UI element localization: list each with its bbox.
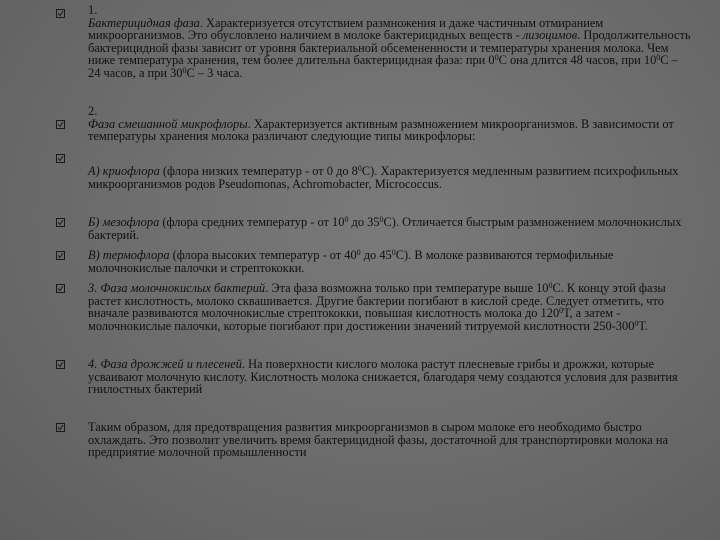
degree-sup: 0 xyxy=(548,281,553,290)
degree-sup: 0 xyxy=(559,306,564,316)
square-bullet-icon xyxy=(56,360,65,369)
square-bullet-icon xyxy=(56,423,65,432)
phase-title: 4. Фаза дрожжей и плесеней xyxy=(88,357,242,371)
flora-title: А) криофлора xyxy=(88,164,160,178)
paragraph-mixed-microflora xyxy=(88,105,693,143)
paragraph-text: . Характеризуется отсутствием размножения и даже частичным отмиранием микроорганизмов. Это обусловлено наличием в молоке бактерицидных веществ - xyxy=(88,15,604,43)
paragraph-text: (флора высоких температур - от 40 xyxy=(169,248,357,262)
paragraph-text: С – 3 часа. xyxy=(186,65,243,80)
phase-title: 3. Фаза молочнокислых бактерий xyxy=(88,281,266,295)
degree-sup: 0 xyxy=(656,53,661,63)
degree-sup: 0 xyxy=(379,215,384,224)
degree-sup: 0 xyxy=(494,53,499,63)
paragraph-conclusion xyxy=(88,421,693,459)
paragraph-text: Т. xyxy=(638,318,648,333)
paragraph-text: С). В молоке развиваются термофильные молочнокислые палочки и стрептококки. xyxy=(88,248,614,275)
paragraph-text: (флора низких температур - от 0 до 8 xyxy=(159,164,358,178)
paragraph-text: С). Отличается быстрым размножением молочнокислых бактерий. xyxy=(88,215,682,242)
paragraph-thermoflora xyxy=(88,249,693,274)
paragraph-bactericidal-phase xyxy=(88,4,693,80)
square-bullet-icon xyxy=(56,154,65,163)
paragraph-text: до 45 xyxy=(360,248,392,262)
paragraph-mesoflora xyxy=(88,216,693,241)
degree-sup: 0 xyxy=(634,318,639,328)
paragraph-text: Таким образом, для предотвращения развития микроорганизмов в сыром молоке его необходимо быстро охлаждать. Это позволит увеличить время бактерицидной фазы, достаточной для транспортировки молока на предприятие молочной промышленности xyxy=(88,420,668,460)
square-bullet-icon xyxy=(56,284,65,293)
paragraph-number: 1. xyxy=(88,3,98,17)
degree-sup: 0 xyxy=(356,248,361,257)
paragraph-text: до 35 xyxy=(348,215,380,229)
flora-title: Б) мезофлора xyxy=(88,215,160,229)
paragraph-text: С. К концу этой фазы растет кислотность, молоко сквашивается. Другие бактерии погибают в кислой среде. Следует отметить, что вначале развиваются молочнокислые стрептококки, повышая кислотность молока до 120 xyxy=(88,281,666,321)
degree-sup: 0 xyxy=(391,248,396,257)
square-bullet-icon xyxy=(56,9,65,18)
phase-title: Бактерицидная фаза xyxy=(88,15,200,30)
degree-sup: 0 xyxy=(357,164,362,173)
flora-title: В) термофлора xyxy=(88,248,170,262)
paragraph-yeast-mold-phase xyxy=(88,358,693,396)
paragraph-text: Т, а затем - молочнокислые палочки, которые погибают при достижении значений титруемой кислотности 250-300 xyxy=(88,306,635,333)
square-bullet-icon xyxy=(56,120,65,129)
paragraph-text: . На поверхности кислого молока растут плесневые грибы и дрожжи, которые усваивают молочную кислоту. Кислотность молока снижается, благодаря чему создаются условия для развития гнилостных бактерий xyxy=(88,357,678,397)
paragraph-text: С она длится 48 часов, при 10 xyxy=(498,53,657,68)
degree-sup: 0 xyxy=(182,65,187,75)
paragraph-text: С). Характеризуется медленным развитием психрофильных микроорганизмов родов Pseudomonas, Achromobacter, Micrococcus. xyxy=(88,164,679,191)
paragraph-text: С – 24 часов, а при 30 xyxy=(88,53,678,80)
paragraph-text: . Продолжительность бактерицидной фазы зависит от уровня бактериальной обсемененности и температуры хранения молока. Чем ниже температура хранения, тем более длительна бактерицидная фаза: при 0 xyxy=(88,28,691,68)
paragraph-lactic-acid-phase xyxy=(88,282,693,332)
paragraph-text: . Характеризуется активным размножением микроорганизмов. В зависимости от температуры хранения молока различают следующие типы микрофлоры: xyxy=(88,116,674,144)
paragraph-number: 2. xyxy=(88,104,98,118)
phase-title: Фаза смешанной микрофлоры xyxy=(88,116,248,131)
degree-sup: 0 xyxy=(344,215,349,224)
lysozyme-term: лизоцимов xyxy=(522,28,578,43)
square-bullet-icon xyxy=(56,218,65,227)
paragraph-text: (флора средних температур - от 10 xyxy=(159,215,345,229)
paragraph-text: . Эта фаза возможна только при температуре выше 10 xyxy=(265,281,549,295)
paragraph-cryoflora xyxy=(88,165,693,190)
square-bullet-icon xyxy=(56,251,65,260)
